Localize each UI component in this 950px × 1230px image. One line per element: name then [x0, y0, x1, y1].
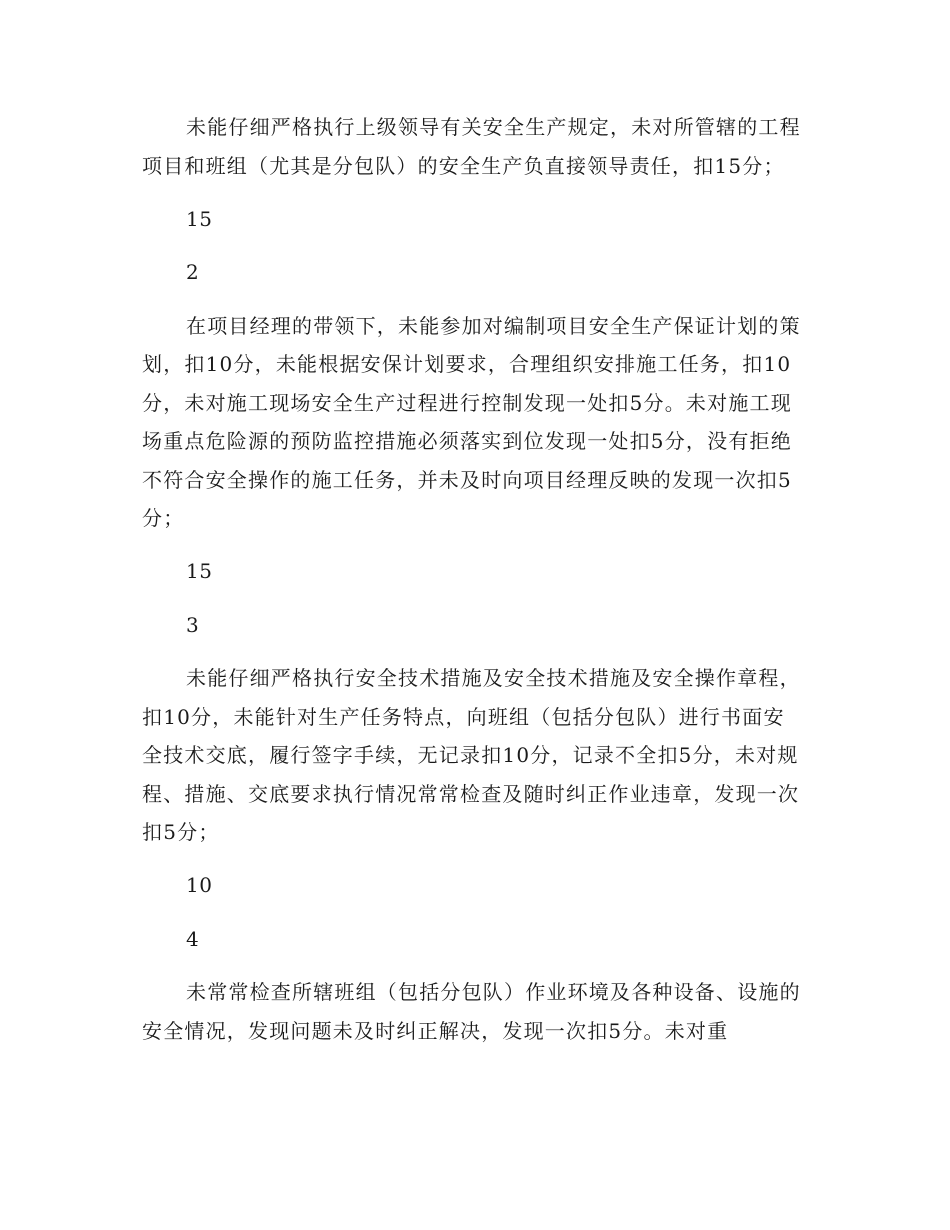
paragraph-item-4: 未常常检查所辖班组（包括分包队）作业环境及各种设备、设施的安全情况，发现问题未及时纠正解决，发现一次扣5分。未对重 [142, 980, 801, 1043]
paragraph-item-1: 未能仔细严格执行上级领导有关安全生产规定，未对所管辖的工程项目和班组（尤其是分包队）的安全生产负直接领导责任，扣15分； [142, 115, 801, 178]
spacer [142, 644, 804, 659]
spacer [142, 905, 804, 920]
spacer [142, 185, 804, 200]
item-number: 3 [186, 612, 200, 637]
spacer [142, 852, 804, 867]
score-value: 15 [186, 206, 213, 231]
paragraph-item-2: 在项目经理的带领下，未能参加对编制项目安全生产保证计划的策划，扣10分，未能根据安保计划要求，合理组织安排施工任务，扣10分，未对施工现场安全生产过程进行控制发现一处扣5分。未对施工现场重点危险源的预防监控措施必须落实到位发现一处扣5分，没有拒绝不符合安全操作的施工任务，并未及时向项目经理反映的发现一次扣5分； [142, 313, 801, 530]
spacer [142, 538, 804, 553]
spacer [142, 238, 804, 253]
score-value: 15 [186, 559, 213, 583]
spacer [142, 958, 804, 973]
item-number: 4 [186, 926, 200, 951]
document-body [142, 108, 804, 1050]
spacer [142, 292, 804, 307]
item-number: 2 [186, 260, 200, 284]
score-value: 10 [186, 873, 213, 897]
paragraph-item-3: 未能仔细严格执行安全技术措施及安全技术措施及安全操作章程，扣10分，未能针对生产任务特点，向班组（包括分包队）进行书面安全技术交底，履行签字手续，无记录扣10分，记录不全扣5分，未对规程、措施、交底要求执行情况常常检查及随时纠正作业违章，发现一次扣5分； [142, 666, 801, 844]
spacer [142, 591, 804, 606]
